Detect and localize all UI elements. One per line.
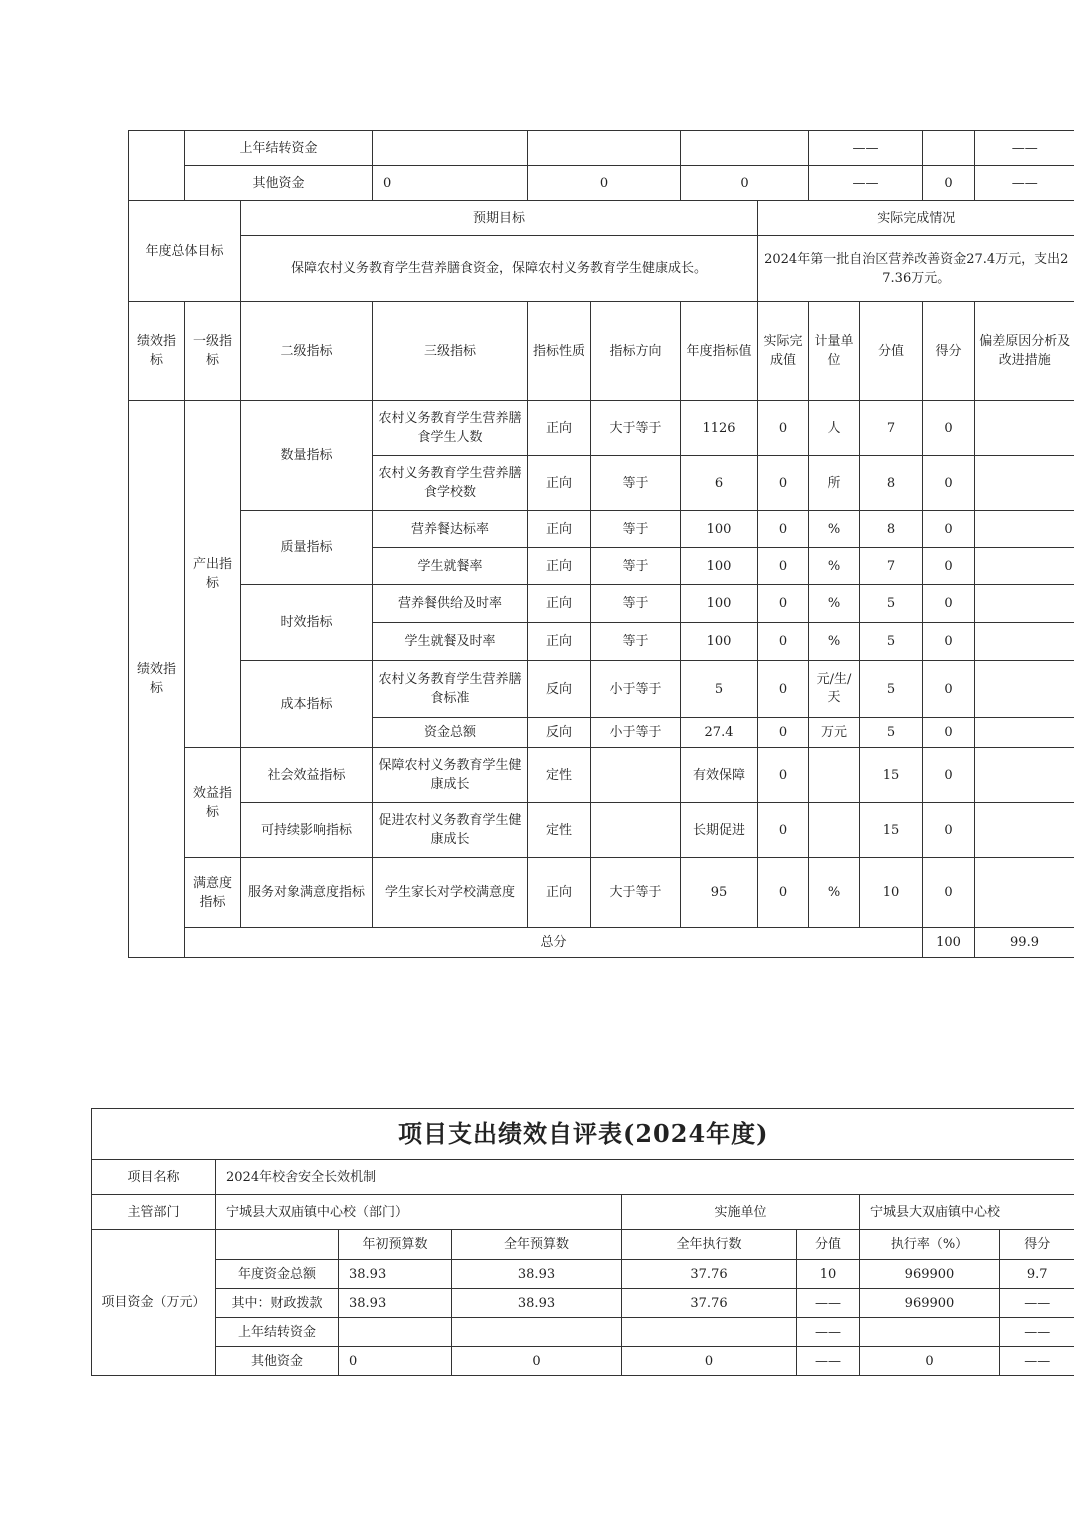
fund-initial: 0: [373, 166, 528, 201]
fund-initial: [339, 1318, 452, 1347]
indicator-score: 8: [860, 456, 923, 511]
indicator-unit: 所: [809, 456, 860, 511]
col-initial-budget: 年初预算数: [339, 1230, 452, 1260]
header-direction: 指标方向: [591, 302, 681, 401]
table-title: 项目支出绩效自评表(2024年度): [92, 1109, 1074, 1160]
indicator-unit: %: [809, 548, 860, 585]
indicator-got: 0: [923, 511, 975, 548]
fund-row-carryover: [92, 1318, 1074, 1347]
indicator-name: 保障农村义务教育学生健康成长: [373, 748, 528, 803]
indicator-target: 长期促进: [681, 803, 758, 858]
indicator-got: 0: [923, 623, 975, 661]
goal-label: 年度总体目标: [129, 201, 241, 302]
indicator-name: 农村义务教育学生营养膳食学校数: [373, 456, 528, 511]
indicator-nature: 反向: [528, 718, 591, 748]
indicator-got: 0: [923, 401, 975, 456]
indicator-reason: [975, 511, 1074, 548]
fund-rate: [923, 131, 975, 166]
col-got: 得分: [1000, 1230, 1074, 1260]
indicator-name: 学生家长对学校满意度: [373, 858, 528, 928]
indicator-target: 95: [681, 858, 758, 928]
group-satisfaction: 满意度指标: [185, 858, 241, 928]
header-level3: 三级指标: [373, 302, 528, 401]
indicator-reason: [975, 585, 1074, 623]
indicator-direction: 大于等于: [591, 401, 681, 456]
indicator-target: 100: [681, 585, 758, 623]
indicator-score: 7: [860, 401, 923, 456]
indicator-unit: %: [809, 585, 860, 623]
indicator-actual: 0: [758, 548, 809, 585]
indicator-reason: [975, 858, 1074, 928]
fund-rate: [860, 1318, 1000, 1347]
project-funds-label: 项目资金（万元）: [92, 1230, 216, 1376]
indicator-unit: %: [809, 511, 860, 548]
fund-annual: 0: [528, 166, 681, 201]
indicator-got: 0: [923, 456, 975, 511]
header-perf: 绩效指标: [129, 302, 185, 401]
implementer-label: 实施单位: [622, 1195, 860, 1230]
indicator-target: 6: [681, 456, 758, 511]
actual-completion-header: 实际完成情况: [758, 201, 1074, 236]
fund-label: 其他资金: [216, 1347, 339, 1376]
indicator-actual: 0: [758, 585, 809, 623]
indicator-got: 0: [923, 548, 975, 585]
col-executed: 全年执行数: [622, 1230, 797, 1260]
total-got: 99.9: [975, 928, 1074, 958]
fund-annual: [528, 131, 681, 166]
fund-rate: 0: [860, 1347, 1000, 1376]
col-annual-budget: 全年预算数: [452, 1230, 622, 1260]
indicator-name: 学生就餐率: [373, 548, 528, 585]
fund-initial: 0: [339, 1347, 452, 1376]
indicator-direction: 等于: [591, 511, 681, 548]
fund-annual: 0: [452, 1347, 622, 1376]
header-actual: 实际完成值: [758, 302, 809, 401]
indicator-row: [129, 803, 1074, 858]
fund-score: ——: [797, 1289, 860, 1318]
fund-got: 9.7: [1000, 1260, 1074, 1289]
indicator-row: [129, 401, 1074, 456]
total-row: [129, 928, 1074, 958]
header-target: 年度指标值: [681, 302, 758, 401]
indicator-got: 0: [923, 858, 975, 928]
header-level2: 二级指标: [241, 302, 373, 401]
group-quantity: 数量指标: [241, 401, 373, 511]
fund-rate: 0: [923, 166, 975, 201]
indicator-name: 营养餐达标率: [373, 511, 528, 548]
indicator-actual: 0: [758, 718, 809, 748]
indicator-actual: 0: [758, 748, 809, 803]
indicator-direction: 小于等于: [591, 718, 681, 748]
fund-score: ——: [797, 1347, 860, 1376]
indicator-row: [129, 661, 1074, 718]
implementer-value: 宁城县大双庙镇中心校: [860, 1195, 1074, 1230]
group-sustain: 可持续影响指标: [241, 803, 373, 858]
fund-executed: 0: [622, 1347, 797, 1376]
indicator-target: 100: [681, 623, 758, 661]
indicator-reason: [975, 548, 1074, 585]
department-value: 宁城县大双庙镇中心校（部门）: [216, 1195, 622, 1230]
expected-goal-text: 保障农村义务教育学生营养膳食资金，保障农村义务教育学生健康成长。: [241, 236, 758, 302]
indicator-target: 5: [681, 661, 758, 718]
total-label: 总分: [185, 928, 923, 958]
fund-label: 上年结转资金: [185, 131, 373, 166]
indicator-got: 0: [923, 803, 975, 858]
project-name-row: [92, 1160, 1074, 1195]
indicator-reason: [975, 718, 1074, 748]
indicator-unit: [809, 803, 860, 858]
fund-got: ——: [1000, 1318, 1074, 1347]
indicator-score: 5: [860, 585, 923, 623]
indicator-unit: 元/生/天: [809, 661, 860, 718]
project-name-value: 2024年校舍安全长效机制: [216, 1160, 1074, 1195]
indicator-name: 农村义务教育学生营养膳食学生人数: [373, 401, 528, 456]
funds-header-blank: [216, 1230, 339, 1260]
indicator-nature: 正向: [528, 585, 591, 623]
fund-rate: 969900: [860, 1289, 1000, 1318]
indicator-direction: 等于: [591, 548, 681, 585]
goal-header-row: [129, 201, 1074, 236]
indicator-nature: 反向: [528, 661, 591, 718]
group-service: 服务对象满意度指标: [241, 858, 373, 928]
indicator-direction: 等于: [591, 623, 681, 661]
department-row: [92, 1195, 1074, 1230]
indicator-actual: 0: [758, 858, 809, 928]
fund-got: ——: [1000, 1347, 1074, 1376]
indicator-score: 7: [860, 548, 923, 585]
indicator-got: 0: [923, 748, 975, 803]
fund-initial: 38.93: [339, 1260, 452, 1289]
actual-completion-text: 2024年第一批自治区营养改善资金27.4万元，支出27.36万元。: [758, 236, 1074, 302]
fund-rate: 969900: [860, 1260, 1000, 1289]
indicator-direction: 大于等于: [591, 858, 681, 928]
indicator-row: [129, 748, 1074, 803]
indicator-nature: 定性: [528, 803, 591, 858]
indicator-got: 0: [923, 718, 975, 748]
fund-annual: 38.93: [452, 1289, 622, 1318]
indicator-name: 农村义务教育学生营养膳食标准: [373, 661, 528, 718]
header-nature: 指标性质: [528, 302, 591, 401]
fund-row-total: [92, 1260, 1074, 1289]
indicator-unit: %: [809, 858, 860, 928]
indicator-score: 5: [860, 623, 923, 661]
fund-executed: [681, 131, 809, 166]
indicator-reason: [975, 401, 1074, 456]
indicator-target: 100: [681, 548, 758, 585]
indicator-score: 10: [860, 858, 923, 928]
indicator-score: 5: [860, 718, 923, 748]
header-reason: 偏差原因分析及改进措施: [975, 302, 1074, 401]
fund-score: ——: [809, 131, 923, 166]
fund-got: ——: [1000, 1289, 1074, 1318]
group-social: 社会效益指标: [241, 748, 373, 803]
indicator-unit: 人: [809, 401, 860, 456]
indicator-row: [129, 858, 1074, 928]
col-score: 分值: [797, 1230, 860, 1260]
indicator-reason: [975, 623, 1074, 661]
indicator-actual: 0: [758, 511, 809, 548]
department-label: 主管部门: [92, 1195, 216, 1230]
perf-label: 绩效指标: [129, 401, 185, 958]
goal-content-row: [129, 236, 1074, 302]
fund-executed: [622, 1318, 797, 1347]
funds-label-cell: [129, 131, 185, 201]
project-expenditure-evaluation-table: [91, 1108, 1074, 1376]
indicator-name: 资金总额: [373, 718, 528, 748]
indicator-nature: 正向: [528, 511, 591, 548]
fund-score: ——: [797, 1318, 860, 1347]
title-row: [92, 1109, 1074, 1160]
fund-executed: 37.76: [622, 1289, 797, 1318]
fund-annual: 38.93: [452, 1260, 622, 1289]
indicator-got: 0: [923, 585, 975, 623]
fund-label: 其中：财政拨款: [216, 1289, 339, 1318]
indicator-name: 营养餐供给及时率: [373, 585, 528, 623]
expected-goal-header: 预期目标: [241, 201, 758, 236]
indicator-name: 学生就餐及时率: [373, 623, 528, 661]
fund-label: 上年结转资金: [216, 1318, 339, 1347]
fund-row-other: [129, 166, 1074, 201]
indicator-actual: 0: [758, 623, 809, 661]
fund-label: 其他资金: [185, 166, 373, 201]
indicator-name: 促进农村义务教育学生健康成长: [373, 803, 528, 858]
indicator-direction: 小于等于: [591, 661, 681, 718]
indicator-actual: 0: [758, 661, 809, 718]
indicator-score: 8: [860, 511, 923, 548]
funds-header-row: [92, 1230, 1074, 1260]
fund-score: ——: [809, 166, 923, 201]
fund-score: 10: [797, 1260, 860, 1289]
indicator-direction: 等于: [591, 585, 681, 623]
fund-executed: 0: [681, 166, 809, 201]
indicator-reason: [975, 456, 1074, 511]
indicator-unit: 万元: [809, 718, 860, 748]
indicator-direction: 等于: [591, 456, 681, 511]
fund-row-other: [92, 1347, 1074, 1376]
indicator-nature: 正向: [528, 548, 591, 585]
group-cost: 成本指标: [241, 661, 373, 748]
indicator-target: 有效保障: [681, 748, 758, 803]
indicator-nature: 正向: [528, 456, 591, 511]
indicator-header-row: [129, 302, 1074, 401]
fund-label: 年度资金总额: [216, 1260, 339, 1289]
total-score: 100: [923, 928, 975, 958]
fund-got: ——: [975, 131, 1074, 166]
group-benefit: 效益指标: [185, 748, 241, 858]
fund-initial: 38.93: [339, 1289, 452, 1318]
fund-row-fiscal: [92, 1289, 1074, 1318]
indicator-nature: 定性: [528, 748, 591, 803]
indicator-actual: 0: [758, 803, 809, 858]
indicator-target: 27.4: [681, 718, 758, 748]
indicator-direction: [591, 803, 681, 858]
indicator-nature: 正向: [528, 401, 591, 456]
indicator-got: 0: [923, 661, 975, 718]
indicator-reason: [975, 803, 1074, 858]
indicator-row: [129, 585, 1074, 623]
indicator-unit: %: [809, 623, 860, 661]
fund-row-carryover: [129, 131, 1074, 166]
indicator-unit: [809, 748, 860, 803]
header-got: 得分: [923, 302, 975, 401]
indicator-reason: [975, 661, 1074, 718]
group-output: 产出指标: [185, 401, 241, 748]
fund-initial: [373, 131, 528, 166]
indicator-reason: [975, 748, 1074, 803]
header-score: 分值: [860, 302, 923, 401]
indicator-score: 5: [860, 661, 923, 718]
indicator-direction: [591, 748, 681, 803]
performance-table-continued: [128, 130, 1074, 958]
fund-got: ——: [975, 166, 1074, 201]
project-name-label: 项目名称: [92, 1160, 216, 1195]
indicator-row: [129, 511, 1074, 548]
indicator-nature: 正向: [528, 623, 591, 661]
col-execution-rate: 执行率（%）: [860, 1230, 1000, 1260]
indicator-score: 15: [860, 803, 923, 858]
group-quality: 质量指标: [241, 511, 373, 585]
fund-annual: [452, 1318, 622, 1347]
indicator-target: 1126: [681, 401, 758, 456]
indicator-target: 100: [681, 511, 758, 548]
group-timeliness: 时效指标: [241, 585, 373, 661]
indicator-actual: 0: [758, 401, 809, 456]
fund-executed: 37.76: [622, 1260, 797, 1289]
header-unit: 计量单位: [809, 302, 860, 401]
indicator-score: 15: [860, 748, 923, 803]
header-level1: 一级指标: [185, 302, 241, 401]
indicator-actual: 0: [758, 456, 809, 511]
indicator-nature: 正向: [528, 858, 591, 928]
